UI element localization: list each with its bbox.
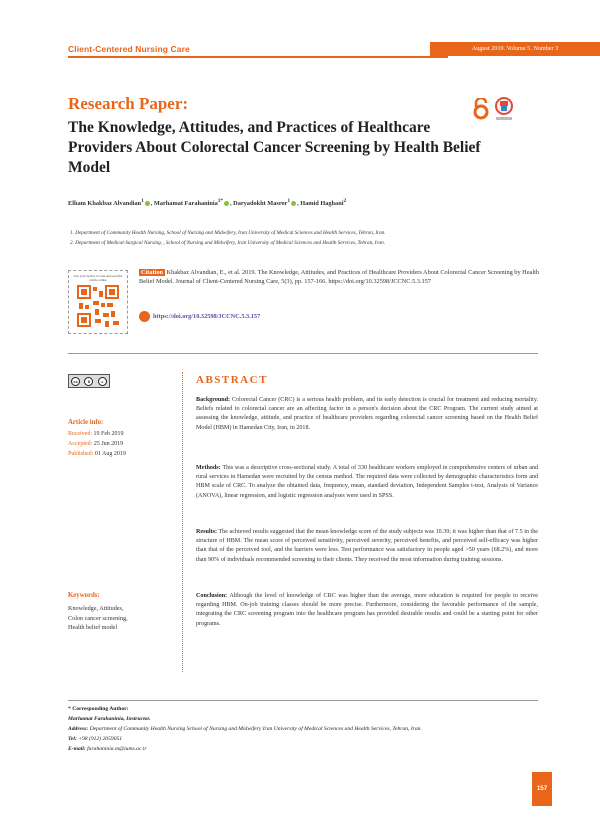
keyword: Health belief model <box>68 624 118 631</box>
orcid-icon[interactable] <box>224 201 229 206</box>
received-label: Received: <box>68 431 92 437</box>
abstract-results <box>196 528 538 565</box>
column-divider <box>182 372 183 672</box>
author-affiliation-mark: 1 <box>141 198 144 204</box>
keyword: Knowledge, Attitudes, <box>68 605 124 612</box>
orcid-icon[interactable] <box>291 201 296 206</box>
header-rule <box>68 56 448 58</box>
tel-value: +98 (912) 2059051 <box>78 736 123 742</box>
background-label: Background: <box>196 397 231 403</box>
email-value[interactable]: farahaninia.m@iums.ac.ir <box>87 746 147 752</box>
published-value: 01 Aug 2019 <box>94 451 126 457</box>
citation-text: Khakbaz Alvandian, E., et al. 2019. The Knowledge, Attitudes, and Practices of Healthcare Providers About Colorectal Cancer Screening by Health Belief Model. Journal of Client-Centered Nursing Care, 5(3), pp. 157-166. https://doi.org/10.32598/JCCNC.5.3.157 <box>139 269 539 286</box>
keyword: Colon cancer screening, <box>68 614 128 622</box>
issue-badge: August 2019. Volume 5. Number 3 <box>430 42 600 56</box>
page-number: 157 <box>532 772 552 806</box>
qr-code-box <box>68 270 128 334</box>
affiliation-1: 1. Department of Community Health Nursing, School of Nursing and Midwifery, Iran University of Medical Sciences and Health Services, Tehran, Iran. <box>70 230 386 236</box>
paper-type: Research Paper: <box>68 94 189 113</box>
results-label: Results: <box>196 529 217 535</box>
author-affiliation-mark: 2 <box>343 198 347 204</box>
qr-caption: Use your device to scan and read the article online <box>73 274 123 282</box>
section-divider <box>68 353 538 354</box>
keywords-heading: Keywords: <box>68 592 100 599</box>
journal-name: Client-Centered Nursing Care <box>68 44 190 54</box>
paper-title: The Knowledge, Attitudes, and Practices of Healthcare Providers About Colorectal Cancer Screening by Health Belief Model <box>68 119 481 176</box>
accepted-label: Accepted: <box>68 441 93 447</box>
corresponding-tel <box>68 736 538 742</box>
background-text: Colorectal Cancer (CRC) is a serious health problem, and its early detection is crucial for treatment and reducing mortality. Beliefs related to colorectal cancer are an affecting factor in a person's decision about the CRC Program. The current study aimed at assessing the knowledge, attitude, and practice of healthcare providers regarding colorectal cancer screening based on the Health Belief Model (HBM) in Hamedan City, Iran, in 2018. <box>196 397 538 431</box>
methods-text: This was a descriptive cross-sectional study. A total of 330 healthcare workers employed in comprehensive centers of urban and rural services in Hamedan were recruited by the census method. The required data were collected by demographic characteristics form and HBM scale of CRC. To analyze the obtained data, frequency, mean, standard deviation, Independent Samples t-test, Analysis of Variance (ANOVA), linear regression, and logistic regression analyses were used in SPSS. <box>196 465 538 499</box>
address-value: Department of Community Health Nursing School of Nursing and Midwifery Iran University of Medical Sciences and Health Services, Tehran, Iran. <box>89 726 422 732</box>
author-affiliation-mark: 1 <box>287 198 291 204</box>
keywords-list <box>68 604 128 633</box>
author-name: Hamid Haghani <box>300 200 344 208</box>
corresponding-email <box>68 746 538 752</box>
doi-icon <box>139 311 150 322</box>
corresponding-heading: * Corresponding Author: <box>68 706 129 712</box>
creative-commons-icon[interactable]: cc $ = <box>68 374 110 388</box>
author-name: Daryadokht Masror <box>233 200 288 208</box>
published-label: Published: <box>68 451 94 457</box>
email-label: E-mail: <box>68 746 86 752</box>
accepted-value: 25 Jun 2019 <box>93 441 124 447</box>
abstract-background <box>196 396 538 433</box>
corresponding-name: Marhamat Farahaninia, Instructor. <box>68 716 151 722</box>
doi-link[interactable] <box>139 311 260 322</box>
methods-label: Methods: <box>196 465 221 471</box>
tel-label: Tel: <box>68 736 77 742</box>
crossmark-icon[interactable] <box>494 96 514 122</box>
results-text: The achieved results suggested that the mean knowledge score of the study subjects was 10.39; it was higher than that of 7.5 in the structure of HBM. The mean score of perceived sensitivity, perceived severity, perceived benefits, and perceived self-efficacy was higher than that of the perceived tool, and the barriers were less. Test performance was satisfactory in people aged >50 years (68.2%), and more than 90% of individuals recommended screening to their clients. They received the most information during training sessions. <box>196 529 538 563</box>
author-name: Marhamat Farahaninia <box>153 200 218 208</box>
abstract-methods <box>196 464 538 501</box>
open-access-icon <box>472 98 490 120</box>
abstract-heading: ABSTRACT <box>196 374 268 386</box>
address-label: Address: <box>68 726 89 732</box>
received-date <box>68 431 124 437</box>
orcid-icon[interactable] <box>145 201 150 206</box>
abstract-conclusion <box>196 592 538 629</box>
footer-divider <box>68 700 538 701</box>
received-value: 19 Feb 2019 <box>93 431 124 437</box>
citation-label: Citation <box>141 269 164 276</box>
affiliation-2: 2. Department of Medical-Surgical Nursing, , School of Nursing and Midwifery, Iran University of Medical Sciences and Health Services, Tehran, Iran. <box>70 240 386 246</box>
article-info-heading: Article info: <box>68 419 104 426</box>
accepted-date <box>68 441 123 447</box>
conclusion-text: Although the level of knowledge of CRC was higher than the average, more education is required for people to receive regarding HBM. On-job training classes should be more precise. Furthermore, considering the favorable performance of the sample, integrating the CRC screening program into the healthcare program has provided desirable results and could be a starting point for other programs. <box>196 593 538 627</box>
author-list: Elham Khakbaz Alvandian$^1$ , Marhamat Farahaninia$^{1*}$ , Daryadokht Masror$^1$ , Hamid Haghani$^2$ <box>68 198 347 208</box>
published-date <box>68 451 126 457</box>
doi-text[interactable]: https://doi.org/10.32598/JCCNC.5.3.157 <box>153 313 261 320</box>
author-name: Elham Khakbaz Alvandian <box>68 200 142 208</box>
conclusion-label: Conclusion: <box>196 593 228 599</box>
corresponding-address <box>68 726 538 732</box>
citation-block <box>139 268 539 286</box>
author-affiliation-mark: 1* <box>217 198 224 204</box>
qr-code-icon[interactable] <box>77 285 119 327</box>
